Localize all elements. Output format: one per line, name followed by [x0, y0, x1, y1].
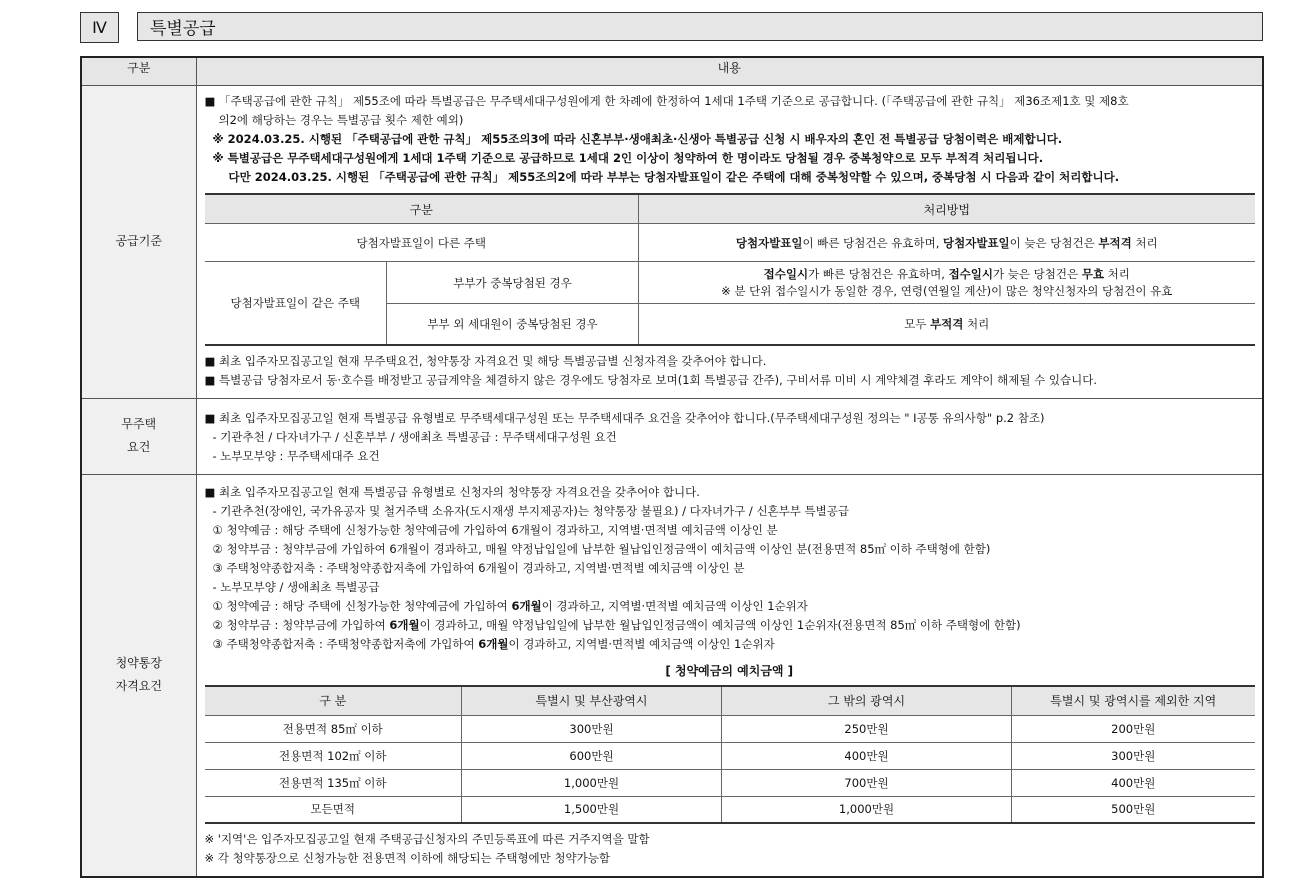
- dup-header-category: 구분: [205, 194, 639, 224]
- text-segment: 6개월: [389, 617, 420, 632]
- text-segment: 이 경과하고, 지역별·면적별 예치금액 이상인 1순위자: [541, 598, 808, 613]
- text-segment: 이 경과하고, 매월 약정납입일에 납부한 월납입인정금액이 예치금액 이상인 1순위자(전용면적 85㎡ 이하 주택형에 한함): [419, 617, 1021, 632]
- dup-row-method: [640, 266, 1254, 283]
- supply-note: ■ 최초 입주자모집공고일 현재 무주택요건, 청약통장 자격요건 및 해당 특별공급별 신청자격을 갖추어야 합니다.: [204, 353, 767, 368]
- supply-note: ■ 특별공급 당첨자로서 동·호수를 배정받고 공급계약을 체결하지 않은 경우에도 당첨자로 보며(1회 특별공급 간주), 구비서류 미비 시 계약체결 후라도 계약이 해제될 수 있습니다.: [204, 372, 1098, 387]
- deposit-amount: 1,000만원: [722, 796, 1012, 823]
- deposit-amount: 1,000만원: [462, 769, 722, 796]
- text-segment: 접수일시: [948, 266, 994, 281]
- text-segment: ■ 최초 입주자모집공고일 현재 특별공급 유형별로 신청자의 청약통장 자격요건을 갖추어야 합니다.: [204, 484, 700, 499]
- deposit-header: 구 분: [205, 686, 462, 716]
- deposit-header: 특별시 및 부산광역시: [462, 686, 722, 716]
- category-label: 무주택: [121, 417, 157, 431]
- deposit-row: [205, 769, 1255, 796]
- row-homeless: [81, 398, 1263, 474]
- deposit-amount: 400만원: [722, 742, 1012, 769]
- text-segment: 모두: [904, 316, 931, 331]
- category-label: 요건: [127, 440, 151, 454]
- text-segment: 처리: [1103, 266, 1130, 281]
- text-segment: ※ 특별공급은 무주택세대구성원에게 1세대 1주택 기준으로 공급하므로 1세대 2인 이상이 청약하여 한 명이라도 당첨될 경우 중복청약으로 모두 부적격 처리됩니다.: [212, 151, 1044, 165]
- deposit-amount: 700만원: [722, 769, 1012, 796]
- dup-row-method: [639, 304, 1255, 345]
- deposit-area: 전용면적 135㎡ 이하: [205, 769, 462, 796]
- section-number: Ⅳ: [80, 12, 119, 43]
- supply-line: [205, 149, 1255, 168]
- text-segment: 의2에 해당하는 경우는 특별공급 횟수 제한 예외): [218, 113, 464, 127]
- text-segment: 다만 2024.03.25. 시행된 「주택공급에 관한 규칙」 제55조의2에 따라 부부는 당첨자발표일이 같은 주택에 대해 중복청약할 수 있으며, 중복당첨 시 다음과 같이 처리합니다.: [228, 170, 1120, 184]
- header-content: 내용: [196, 57, 1263, 86]
- category-homeless: [81, 398, 196, 474]
- category-supply: 공급기준: [81, 86, 196, 399]
- text-segment: ③ 주택청약종합저축 : 주택청약종합저축에 가입하여 6개월이 경과하고, 지역별·면적별 예치금액 이상인 분: [212, 560, 745, 575]
- row-account: [81, 474, 1263, 877]
- account-note: ※ 각 청약통장으로 신청가능한 전용면적 이하에 해당되는 주택형에만 청약가능함: [204, 851, 610, 865]
- text-segment: 이 빠른 당첨건은 유효하며,: [802, 235, 944, 250]
- supply-line: [205, 168, 1255, 187]
- deposit-row: [205, 715, 1255, 742]
- supply-line: [205, 92, 1255, 111]
- deposit-amount: 500만원: [1012, 796, 1255, 823]
- dup-group-label: 당첨자발표일이 같은 주택: [205, 262, 387, 345]
- deposit-amount: 1,500만원: [462, 796, 722, 823]
- deposit-table: [205, 685, 1255, 825]
- account-note: ※ '지역'은 입주자모집공고일 현재 주택공급신청자의 주민등록표에 따른 거주지역을 말함: [204, 832, 650, 846]
- deposit-amount: 400만원: [1012, 769, 1255, 796]
- account-line: [205, 559, 1255, 578]
- text-segment: ② 청약부금 : 청약부금에 가입하여 6개월이 경과하고, 매월 약정납입일에 납부한 월납입인정금액이 예치금액 이상인 분(전용면적 85㎡ 이하 주택형에 한함): [212, 541, 991, 556]
- account-line: [205, 521, 1255, 540]
- account-line: [205, 540, 1255, 559]
- text-segment: ■ 「주택공급에 관한 규칙」 제55조에 따라 특별공급은 무주택세대구성원에게 한 차례에 한정하여 1세대 1주택 기준으로 공급합니다. (「주택공급에 관한 규칙」 제36조제1호 및 제8호: [204, 94, 1129, 108]
- text-segment: 부적격: [1098, 235, 1132, 250]
- deposit-area: 전용면적 102㎡ 이하: [205, 742, 462, 769]
- text-segment: 처리: [963, 316, 990, 331]
- deposit-row: [205, 796, 1255, 823]
- category-label: 청약통장: [115, 656, 162, 671]
- account-line: [205, 483, 1255, 502]
- homeless-line: - 기관추천 / 다자녀가구 / 신혼부부 / 생애최초 특별공급 : 무주택세대구성원 요건: [212, 429, 617, 444]
- account-line: [205, 578, 1255, 597]
- text-segment: 가 빠른 당첨건은 유효하며,: [808, 266, 949, 281]
- text-segment: ① 청약예금 : 해당 주택에 신청가능한 청약예금에 가입하여 6개월이 경과하고, 지역별·면적별 예치금액 이상인 분: [212, 522, 778, 537]
- dup-row-label: 당첨자발표일이 다른 주택: [205, 224, 639, 262]
- text-segment: 무효: [1081, 266, 1104, 281]
- text-segment: - 기관추천(장애인, 국가유공자 및 철거주택 소유자(도시재생 부지제공자)는 청약통장 불필요) / 다자녀가구 / 신혼부부 특별공급: [212, 503, 849, 518]
- deposit-area: 전용면적 85㎡ 이하: [205, 715, 462, 742]
- deposit-amount: 300만원: [462, 715, 722, 742]
- text-segment: ① 청약예금 : 해당 주택에 신청가능한 청약예금에 가입하여: [212, 598, 512, 613]
- account-line: [205, 635, 1255, 654]
- text-segment: ② 청약부금 : 청약부금에 가입하여: [212, 617, 390, 632]
- dup-row-label: 부부 외 세대원이 중복당첨된 경우: [387, 304, 639, 345]
- text-segment: ③ 주택청약종합저축 : 주택청약종합저축에 가입하여: [212, 636, 479, 651]
- text-segment: 6개월: [478, 636, 509, 651]
- text-segment: 이 늦은 당첨건은: [1009, 235, 1099, 250]
- account-line: [205, 616, 1255, 635]
- text-segment: 당첨자발표일: [735, 235, 803, 250]
- dup-row-method-cell: [639, 262, 1255, 304]
- text-segment: 6개월: [511, 598, 542, 613]
- row-supply-criteria: [81, 86, 1263, 399]
- special-supply-table: [80, 56, 1264, 878]
- dup-row-note: ※ 분 단위 접수일시가 동일한 경우, 연령(연월일 계산)이 많은 청약신청자의 당첨건이 유효: [721, 283, 1173, 298]
- category-label: 자격요건: [115, 679, 162, 694]
- duplicate-win-table: [205, 193, 1255, 346]
- dup-row-label: 부부가 중복당첨된 경우: [387, 262, 639, 304]
- account-lines: [205, 483, 1255, 654]
- text-segment: 당첨자발표일: [943, 235, 1010, 250]
- text-segment: 이 경과하고, 지역별·면적별 예치금액 이상인 1순위자: [508, 636, 775, 651]
- text-segment: - 노부모부양 / 생애최초 특별공급: [212, 579, 380, 594]
- deposit-area: 모든면적: [205, 796, 462, 823]
- deposit-row: [205, 742, 1255, 769]
- deposit-header: 특별시 및 광역시를 제외한 지역: [1012, 686, 1255, 716]
- category-account: [81, 474, 196, 877]
- account-line: [205, 502, 1255, 521]
- text-segment: 가 늦은 당첨건은: [993, 266, 1082, 281]
- text-segment: ※ 2024.03.25. 시행된 「주택공급에 관한 규칙」 제55조의3에 따라 신혼부부·생애최초·신생아 특별공급 신청 시 배우자의 혼인 전 특별공급 당첨이력은 배제합니다.: [212, 132, 1063, 146]
- deposit-header: 그 밖의 광역시: [722, 686, 1012, 716]
- deposit-amount: 300만원: [1012, 742, 1255, 769]
- deposit-title: [ 청약예금의 예치금액 ]: [665, 663, 794, 678]
- deposit-amount: 200만원: [1012, 715, 1255, 742]
- dup-header-method: 처리방법: [639, 194, 1255, 224]
- deposit-amount: 600만원: [462, 742, 722, 769]
- text-segment: 부적격: [930, 316, 964, 331]
- text-segment: 처리: [1131, 235, 1158, 250]
- homeless-line: - 노부모부양 : 무주택세대주 요건: [212, 448, 380, 463]
- homeless-line: ■ 최초 입주자모집공고일 현재 특별공급 유형별로 무주택세대구성원 또는 무주택세대주 요건을 갖추어야 합니다.(무주택세대구성원 정의는 " Ⅰ공통 유의사항" p.2 참조): [204, 410, 1045, 425]
- header-category: 구분: [81, 57, 196, 86]
- deposit-amount: 250만원: [722, 715, 1012, 742]
- section-title: 특별공급: [137, 12, 1263, 41]
- dup-row-method: [639, 224, 1255, 262]
- supply-line: [205, 111, 1255, 130]
- text-segment: 접수일시: [763, 266, 809, 281]
- account-line: [205, 597, 1255, 616]
- supply-line: [205, 130, 1255, 149]
